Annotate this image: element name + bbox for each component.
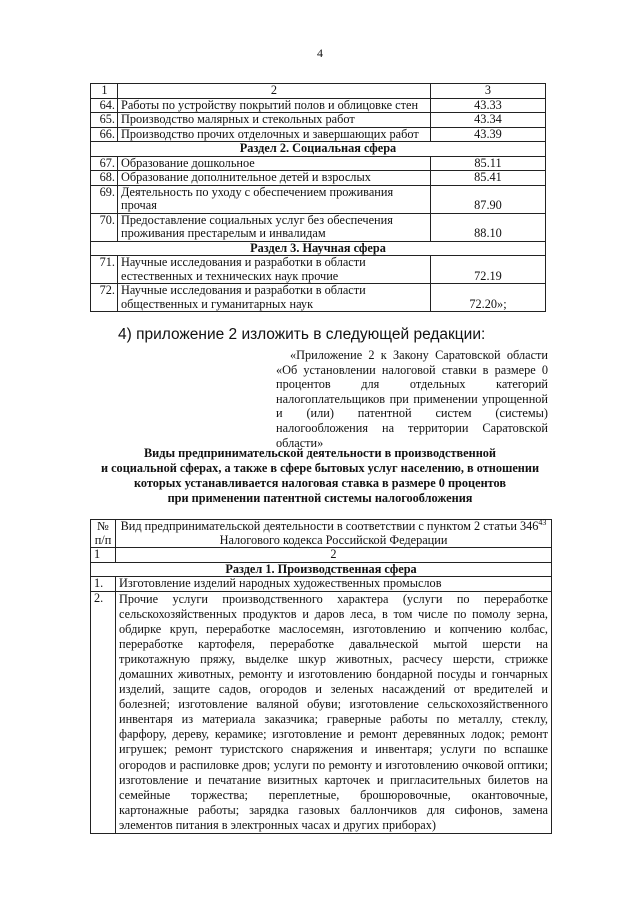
row-code: 43.34 (431, 113, 546, 128)
title-line: Виды предпринимательской деятельности в производственной (143, 446, 497, 460)
appendix-header: «Приложение 2 к Закону Саратовской области «Об установлении налоговой ставки в размере 0 процентов для отдельных категорий налогоплательщиков при применении упрощенной и (или) патентной систем (системы) налогообложения на территории Саратовской области» (276, 348, 548, 450)
page-number: 4 (317, 46, 323, 60)
row-number: 65. (91, 113, 118, 128)
title-line: и социальной сферах, а также в сфере бытовых услуг населению, в отношении (100, 461, 540, 475)
table-row (91, 127, 546, 142)
header-cell: 2 (118, 84, 431, 99)
table-row (91, 213, 546, 241)
index-cell: 2 (116, 548, 552, 563)
header-sup: 43 (538, 517, 547, 527)
row-code: 72.19 (431, 256, 546, 284)
row-text: Работы по устройству покрытий полов и облицовке стен (118, 98, 431, 113)
section-heading: Раздел 3. Научная сфера (91, 241, 546, 256)
section-heading: Раздел 1. Производственная сфера (91, 562, 552, 577)
row-code: 72.20»; (431, 284, 546, 312)
activity-codes-table (90, 83, 546, 312)
row-code: 43.33 (431, 98, 546, 113)
header-cell: 1 (91, 84, 118, 99)
row-number: 67. (91, 156, 118, 171)
row-code: 85.41 (431, 171, 546, 186)
row-text: Производство прочих отделочных и завершающих работ (118, 127, 431, 142)
row-number: 72. (91, 284, 118, 312)
row-code: 88.10 (431, 213, 546, 241)
header-text2: Налогового кодекса Российской Федерации (219, 532, 448, 547)
table-row (91, 577, 552, 592)
row-number: 71. (91, 256, 118, 284)
row-text: Изготовление изделий народных художественных промыслов (116, 577, 552, 592)
row-number: 2. (91, 591, 116, 834)
amendment-paragraph: 4) приложение 2 изложить в следующей редакции: (118, 326, 486, 343)
table-row (91, 185, 546, 213)
table-row (91, 284, 546, 312)
header-cell: 3 (431, 84, 546, 99)
table-header-row (91, 84, 546, 99)
table-row (91, 98, 546, 113)
header-text: Вид предпринимательской деятельности в соответствии с пунктом 2 статьи 346 (120, 519, 539, 533)
row-text: Деятельность по уходу с обеспечением проживания прочая (118, 185, 431, 213)
header-num: № п/п (91, 520, 116, 548)
title-line: при применении патентной системы налогообложения (167, 491, 473, 505)
table-row (91, 591, 552, 834)
row-text: Прочие услуги производственного характера (услуги по переработке сельскохозяйственных продуктов и даров леса, в том числе по помолу зерна, обдирке круп, переработке маслосемян, изготовлению и копчению колбас, переработке картофеля, переработке давальческой мытой шерсти на трикотажную пряжу, выделке шкур животных, расчесу шерсти, стрижке домашних животных, ремонту и изготовлению бондарной посуды и гончарных изделий, защите садов, огородов и зеленых насаждений от вредителей и болезней; изготовление валяной обуви; изготовление сельскохозяйственного инвентаря из материала заказчика; граверные работы по металлу, стеклу, фарфору, дереву, керамике; изготовление и ремонт деревянных лодок; ремонт игрушек; ремонт туристского снаряжения и инвентаря; услуги по вспашке огородов и распиловке дров; услуги по ремонту и изготовлению очковой оптики; изготовление и печатание визитных карточек и пригласительных билетов на семейные торжества; переплетные, брошюровочные, окантовочные, картонажные работы; зарядка газовых баллончиков для сифонов, замена элементов питания в электронных часах и других приборах) (116, 591, 552, 834)
row-text: Научные исследования и разработки в области общественных и гуманитарных наук (118, 284, 431, 312)
index-cell: 1 (91, 548, 116, 563)
row-code: 43.39 (431, 127, 546, 142)
row-number: 66. (91, 127, 118, 142)
row-text: Предоставление социальных услуг без обеспечения проживания престарелым и инвалидам (118, 213, 431, 241)
table-row (91, 156, 546, 171)
row-text: Образование дошкольное (118, 156, 431, 171)
section-heading: Раздел 2. Социальная сфера (91, 142, 546, 157)
row-number: 64. (91, 98, 118, 113)
row-text: Образование дополнительное детей и взрослых (118, 171, 431, 186)
document-title (90, 446, 550, 506)
table-row (91, 171, 546, 186)
row-number: 69. (91, 185, 118, 213)
activity-types-table (90, 519, 552, 834)
row-text: Научные исследования и разработки в области естественных и технических наук прочие (118, 256, 431, 284)
row-code: 85.11 (431, 156, 546, 171)
row-number: 1. (91, 577, 116, 592)
row-number: 70. (91, 213, 118, 241)
row-text: Производство малярных и стекольных работ (118, 113, 431, 128)
title-line: которых устанавливается налоговая ставка в размере 0 процентов (133, 476, 507, 490)
table-row (91, 256, 546, 284)
table-row (91, 113, 546, 128)
row-number: 68. (91, 171, 118, 186)
row-code: 87.90 (431, 185, 546, 213)
